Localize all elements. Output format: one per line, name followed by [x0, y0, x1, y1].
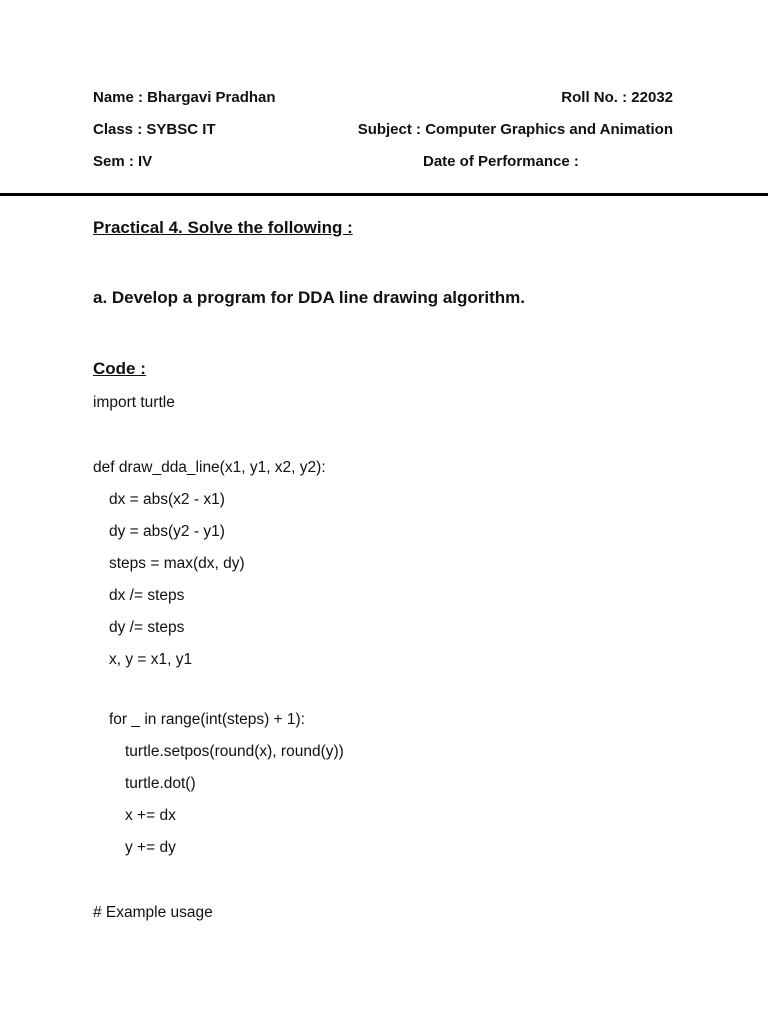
code-line: x += dx [125, 807, 176, 824]
roll-number: Roll No. : 22032 [561, 89, 673, 106]
code-line: # Example usage [93, 904, 213, 921]
class-label: Class : SYBSC IT [93, 121, 216, 138]
code-line: dx = abs(x2 - x1) [109, 491, 225, 508]
code-line: y += dy [125, 839, 176, 856]
code-heading: Code : [93, 359, 146, 378]
code-line: turtle.setpos(round(x), round(y)) [125, 743, 344, 760]
code-line: import turtle [93, 394, 175, 411]
code-line: x, y = x1, y1 [109, 651, 193, 668]
code-line: steps = max(dx, dy) [109, 555, 245, 572]
code-line: turtle.dot() [125, 775, 196, 792]
task-heading: a. Develop a program for DDA line drawing algorithm. [93, 288, 525, 307]
semester-label: Sem : IV [93, 153, 153, 170]
code-line: dy /= steps [109, 619, 185, 636]
code-line: dx /= steps [109, 587, 185, 604]
code-line: for _ in range(int(steps) + 1): [109, 711, 305, 728]
code-line: dy = abs(y2 - y1) [109, 523, 225, 540]
header-divider [0, 193, 768, 196]
date-of-performance-label: Date of Performance : [423, 153, 579, 170]
code-line: def draw_dda_line(x1, y1, x2, y2): [93, 459, 326, 476]
practical-title: Practical 4. Solve the following : [93, 218, 353, 237]
student-name: Name : Bhargavi Pradhan [93, 89, 276, 106]
subject-label: Subject : Computer Graphics and Animation [357, 121, 673, 138]
